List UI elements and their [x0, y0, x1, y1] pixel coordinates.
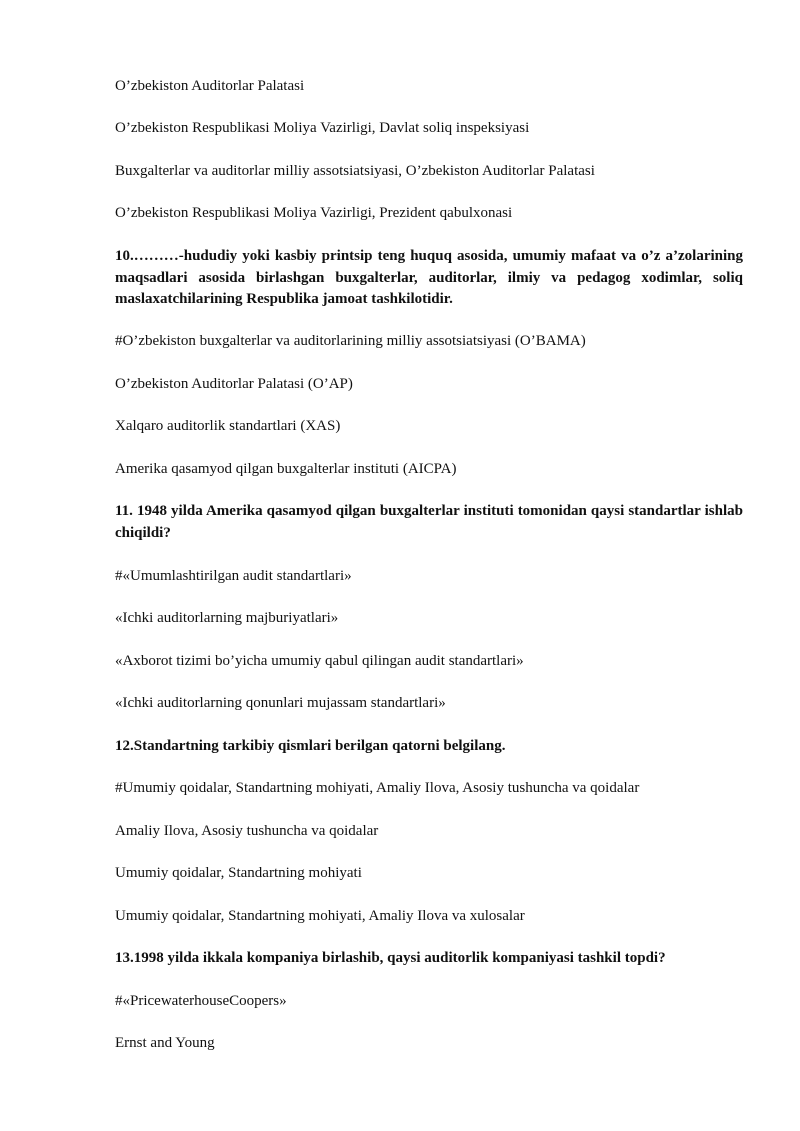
answer-option-correct: #«Umumlashtirilgan audit standartlari»	[115, 568, 352, 584]
answer-option: «Ichki auditorlarning qonunlari mujassam standartlari»	[115, 695, 446, 711]
answer-option: Umumiy qoidalar, Standartning mohiyati	[115, 865, 362, 881]
answer-option: O’zbekiston Respublikasi Moliya Vazirligi, Prezident qabulxonasi	[115, 205, 513, 221]
answer-option: O’zbekiston Auditorlar Palatasi (O’AP)	[115, 376, 353, 392]
answer-option-correct: #O’zbekiston buxgalterlar va auditorlarining milliy assotsiatsiyasi (O’BAMA)	[115, 333, 586, 349]
answer-option: «Axborot tizimi bo’yicha umumiy qabul qilingan audit standartlari»	[115, 653, 524, 669]
answer-option: Umumiy qoidalar, Standartning mohiyati, Amaliy Ilova va xulosalar	[115, 908, 525, 924]
answer-option-correct: #«PricewaterhouseCoopers»	[115, 993, 287, 1009]
answer-option: Xalqaro auditorlik standartlari (XAS)	[115, 418, 341, 434]
answer-option: Amerika qasamyod qilgan buxgalterlar instituti (AICPA)	[115, 461, 457, 477]
question-13: 13.1998 yilda ikkala kompaniya birlashib, qaysi auditorlik kompaniyasi tashkil topdi?	[115, 950, 666, 966]
answer-option: Ernst and Young	[115, 1035, 215, 1051]
answer-option: O’zbekiston Respublikasi Moliya Vazirligi, Davlat soliq inspeksiyasi	[115, 120, 530, 136]
question-11: 11. 1948 yilda Amerika qasamyod qilgan buxgalterlar instituti tomonidan qaysi standartlar ishlab chiqildi?	[115, 503, 743, 541]
answer-option: O’zbekiston Auditorlar Palatasi	[115, 78, 305, 94]
question-10: 10.………-hududiy yoki kasbiy printsip teng huquq asosida, umumiy mafaat va o’z a’zolarining maqsadlari asosida birlashgan buxgalterlar, auditorlar, ilmiy va pedagog xodimlar, soliq maslaxatchilarining Respublika jamoat tashkilotidir.	[115, 248, 743, 307]
question-12: 12.Standartning tarkibiy qismlari berilgan qatorni belgilang.	[115, 738, 506, 754]
answer-option: «Ichki auditorlarning majburiyatlari»	[115, 610, 339, 626]
answer-option-correct: #Umumiy qoidalar, Standartning mohiyati, Amaliy Ilova, Asosiy tushuncha va qoidalar	[115, 780, 640, 796]
answer-option: Amaliy Ilova, Asosiy tushuncha va qoidalar	[115, 823, 379, 839]
answer-option: Buxgalterlar va auditorlar milliy assotsiatsiyasi, O’zbekiston Auditorlar Palatasi	[115, 163, 595, 179]
